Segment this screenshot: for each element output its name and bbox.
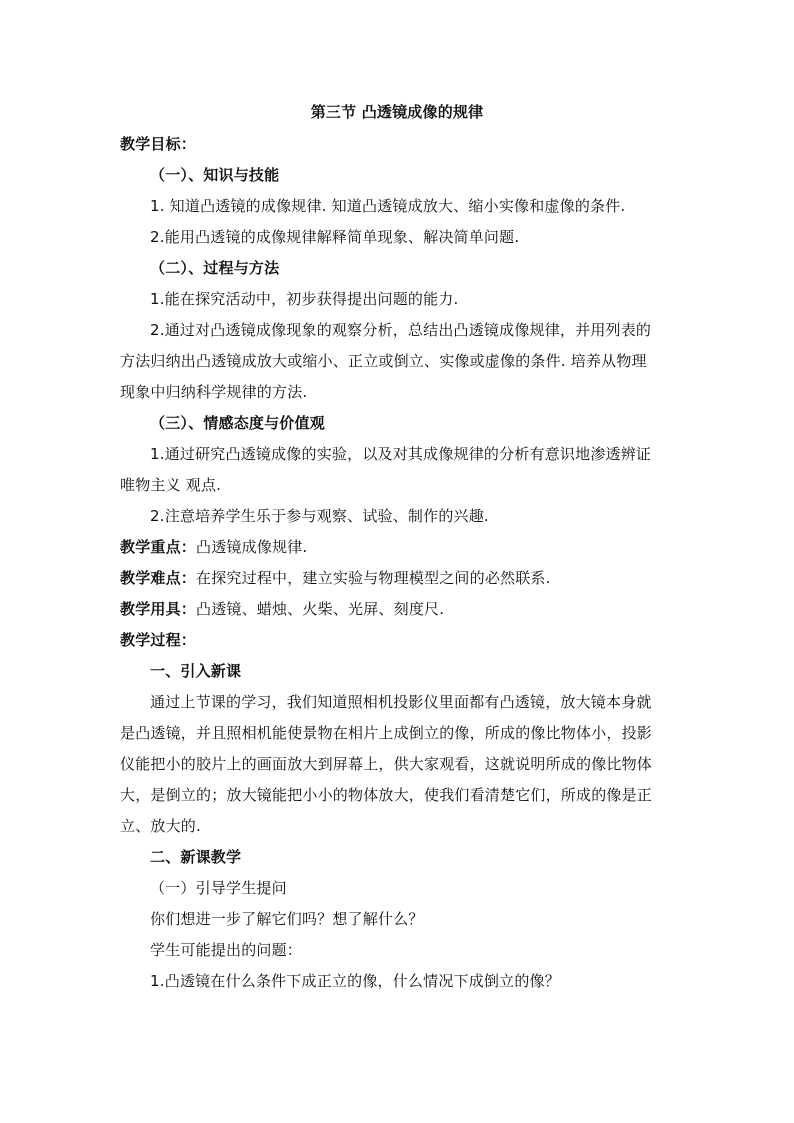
section2-heading: （二）、过程与方法	[150, 259, 280, 277]
process-heading: 教学过程：	[120, 631, 197, 649]
part2-possible: 学生可能提出的问题：	[150, 941, 303, 959]
difficulty-text: 在探究过程中，建立实验与物理模型之间的必然联系.	[196, 569, 551, 587]
difficulty-label: 教学难点：	[120, 569, 197, 587]
part2-question: 你们想进一步了解它们吗？想了解什么？	[150, 910, 424, 928]
section3-heading: （三）、情感态度与价值观	[150, 414, 325, 432]
part1-paragraph-line-3: 仪能把小的胶片上的画面放大到屏幕上，供大家观看，这就说明所成的像比物体	[120, 755, 653, 773]
key-point-text: 凸透镜成像规律.	[196, 538, 308, 556]
part2-q1: 1.凸透镜在什么条件下成正立的像，什么情况下成倒立的像？	[150, 972, 560, 990]
section3-item-1-line-1: 1.通过研究凸透镜成像的实验，以及对其成像规律的分析有意识地渗透辨证	[150, 445, 652, 463]
tools-row	[120, 599, 444, 619]
section2-item-2-line-1: 2.通过对凸透镜成像现象的观察分析，总结出凸透镜成像规律，并用列表的	[150, 321, 652, 339]
tools-text: 凸透镜、蜡烛、火柴、光屏、刻度尺.	[196, 600, 445, 618]
section3-item-2: 2.注意培养学生乐于参与观察、试验、制作的兴趣.	[150, 507, 489, 525]
key-point-label: 教学重点：	[120, 538, 197, 556]
part2-heading: 二、新课教学	[150, 848, 242, 866]
section2-item-1: 1.能在探究活动中，初步获得提出问题的能力.	[150, 290, 459, 308]
part1-heading: 一、引入新课	[150, 662, 242, 680]
part1-paragraph-line-1: 通过上节课的学习，我们知道照相机投影仪里面都有凸透镜，放大镜本身就	[150, 693, 652, 711]
tools-label: 教学用具：	[120, 600, 197, 618]
part1-paragraph-line-2: 是凸透镜，并且照相机能使景物在相片上成倒立的像，所成的像比物体小，投影	[120, 724, 653, 742]
part1-paragraph-line-4: 大，是倒立的；放大镜能把小小的物体放大，使我们看清楚它们，所成的像是正	[120, 786, 653, 804]
section1-item-2: 2.能用凸透镜的成像规律解释简单现象、解决简单问题.	[150, 228, 520, 246]
section3-item-1-line-2: 唯物主义 观点.	[120, 476, 222, 494]
difficulty-row	[120, 568, 551, 588]
section2-item-2-line-2: 方法归纳出凸透镜成放大或缩小、正立或倒立、实像或虚像的条件. 培养从物理	[120, 352, 647, 370]
part1-paragraph-line-5: 立、放大的.	[120, 817, 201, 835]
section2-item-2-line-3: 现象中归纳科学规律的方法.	[120, 383, 308, 401]
part2-sub1: （一）引导学生提问	[150, 879, 287, 897]
page-title: 第三节 凸透镜成像的规律	[310, 103, 484, 121]
section1-heading: （一）、知识与技能	[150, 166, 280, 184]
section1-item-1: 1. 知道凸透镜的成像规律. 知道凸透镜成放大、缩小实像和虚像的条件.	[150, 197, 626, 215]
objectives-heading: 教学目标：	[120, 135, 197, 153]
key-point-row	[120, 537, 307, 557]
